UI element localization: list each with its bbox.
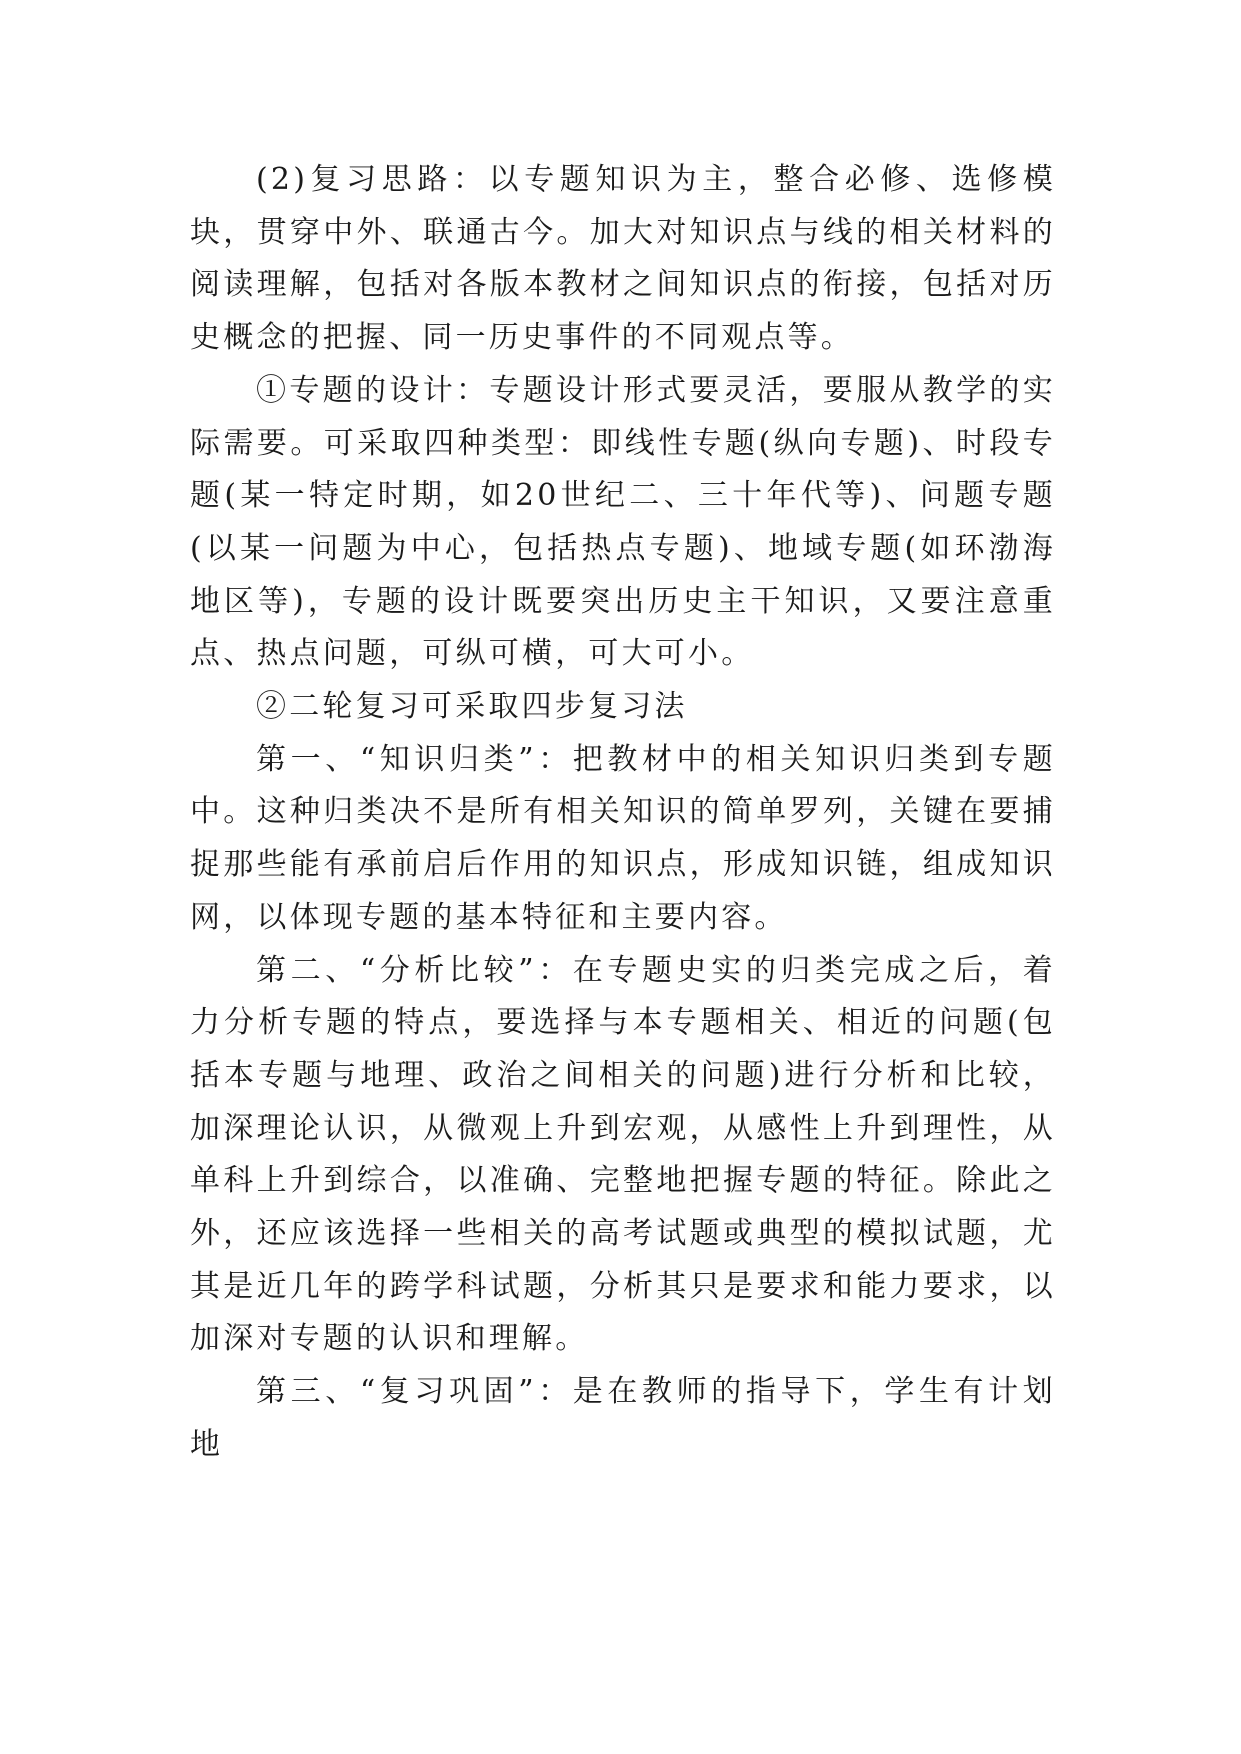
document-page bbox=[190, 154, 1056, 1472]
paragraph-step-one: 第一、“知识归类”：把教材中的相关知识归类到专题中。这种归类决不是所有相关知识的简单罗列，关键在要捕捉那些能有承前启后作用的知识点，形成知识链，组成知识网，以体现专题的基本特征和主要内容。 bbox=[190, 741, 1056, 935]
paragraph-step-two: 第二、“分析比较”：在专题史实的归类完成之后，着力分析专题的特点，要选择与本专题相关、相近的问题(包括本专题与地理、政治之间相关的问题)进行分析和比较，加深理论认识，从微观上升到宏观，从感性上升到理性，从单科上升到综合，以准确、完整地把握专题的特征。除此之外，还应该选择一些相关的高考试题或典型的模拟试题，尤其是近几年的跨学科试题，分析其只是要求和能力要求，以加深对专题的认识和理解。 bbox=[190, 952, 1056, 1357]
paragraph-step-three: 第三、“复习巩固”：是在教师的指导下，学生有计划地 bbox=[190, 1374, 1056, 1462]
paragraph-review-approach: (2)复习思路：以专题知识为主，整合必修、选修模块，贯穿中外、联通古今。加大对知识点与线的相关材料的阅读理解，包括对各版本教材之间知识点的衔接，包括对历史概念的把握、同一历史事件的不同观点等。 bbox=[190, 162, 1056, 356]
paragraph-four-step-method: ②二轮复习可采取四步复习法 bbox=[256, 689, 688, 725]
paragraph-topic-design: ①专题的设计：专题设计形式要灵活，要服从教学的实际需要。可采取四种类型：即线性专题(纵向专题)、时段专题(某一特定时期，如20世纪二、三十年代等)、问题专题(以某一问题为中心，包括热点专题)、地域专题(如环渤海地区等)，专题的设计既要突出历史主干知识，又要注意重点、热点问题，可纵可横，可大可小。 bbox=[190, 372, 1056, 672]
